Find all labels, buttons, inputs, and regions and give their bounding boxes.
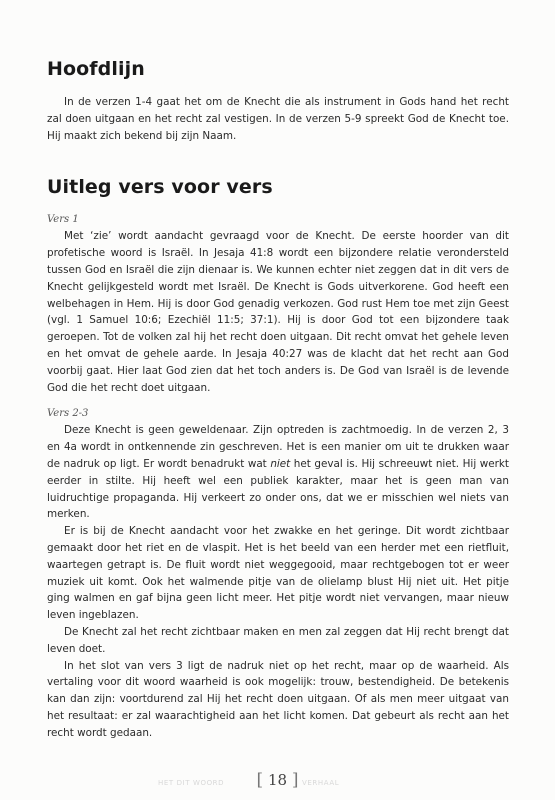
page-footer (0, 770, 555, 790)
bracket-right: ] (291, 770, 299, 790)
verse-2-3-paragraph-4: In het slot van vers 3 ligt de nadruk niet op het recht, maar op de waarheid. Als vertaling voor dit woord waarheid is ook mogelijk: trouw, bestendigheid. De betekenis kan dan zijn: voortdurend zal Hij het recht doen uitgaan. Of als men meer uitgaat van het resultaat: er zal waarachtigheid aan het licht komen. Dat gebeurt als recht aan het recht wordt gedaan. (47, 659, 509, 739)
page-number-value: 18 (267, 771, 288, 789)
verse-2-3-paragraph-3: De Knecht zal het recht zichtbaar maken en men zal zeggen dat Hij recht brengt dat leven doet. (47, 625, 509, 655)
section-heading-hoofdlijn: Hoofdlijn (47, 58, 145, 80)
running-footer-right: VERHAAL (302, 779, 340, 787)
section-heading-uitleg: Uitleg vers voor vers (47, 176, 273, 199)
verse-1-paragraph: Met ‘zie’ wordt aandacht gevraagd voor de Knecht. De eerste hoorder van dit profetische woord is Israël. In Jesaja 41:8 wordt een bijzondere relatie verondersteld tussen God en Israël die zijn dienaar is. We kunnen echter niet zeggen dat in dit vers de Knecht gelijkgesteld wordt met Israël. De Knecht is Gods uitverkorene. God heeft een welbehagen in Hem. Hij is door God genadig verkozen. God rust Hem toe met zijn Geest (vgl. 1 Samuel 10:6; Ezechiël 11:5; 37:1). Hij is door God tot een bijzondere taak geroepen. Tot de volken zal hij het recht doen uitgaan. Dit recht omvat het gehele leven en het omvat de gehele aarde. In Jesaja 40:27 was de klacht dat het recht aan God voorbij gaat. Hier laat God zien dat het toch anders is. De God van Israël is de levende God die het recht doet uitgaan. (47, 230, 509, 394)
text-span: het geval is. Hij schreeuwt niet. Hij werkt eerder in stilte. Hij heeft wel een publiek karakter, maar het is geen man van luidruchtige propaganda. Hij verkeert zo onder ons, dat we er misschien wel niets van merken. (47, 457, 509, 521)
verse-2-3-paragraph-1 (47, 422, 509, 523)
text-span: Deze Knecht is geen geweldenaar. Zijn optreden is zachtmoedig. In de verzen 2, 3 en 4a wordt in ontkennende zin geschreven. Het is een manier om uit te drukken waar de nadruk op ligt. Er wordt benadrukt wat (47, 424, 509, 470)
emphasis-text: niet (270, 457, 291, 470)
verse-label-2-3: Vers 2-3 (47, 408, 89, 420)
verse-label-1: Vers 1 (47, 214, 79, 226)
running-footer-left: HET DIT WOORD (158, 779, 225, 787)
page-number (257, 770, 299, 790)
hoofdlijn-paragraph: In de verzen 1-4 gaat het om de Knecht die als instrument in Gods hand het recht zal doen uitgaan en het recht zal vestigen. In de verzen 5-9 spreekt God de Knecht toe. Hij maakt zich bekend bij zijn Naam. (47, 96, 509, 142)
page-content (47, 58, 509, 742)
verse-2-3-paragraph-2: Er is bij de Knecht aandacht voor het zwakke en het geringe. Dit wordt zichtbaar gemaakt door het riet en de vlaspit. Het is het beeld van een herder met een rietfluit, waartegen getrapt is. De fluit wordt niet weggegooid, maar rechtgebogen tot er weer muziek uit komt. Ook het walmende pitje van de olielamp blust Hij niet uit. Het pitje ging walmen en gaf bijna geen licht meer. Het pitje wordt niet vervangen, maar nieuw leven ingeblazen. (47, 525, 509, 622)
bracket-left: [ (256, 770, 264, 790)
